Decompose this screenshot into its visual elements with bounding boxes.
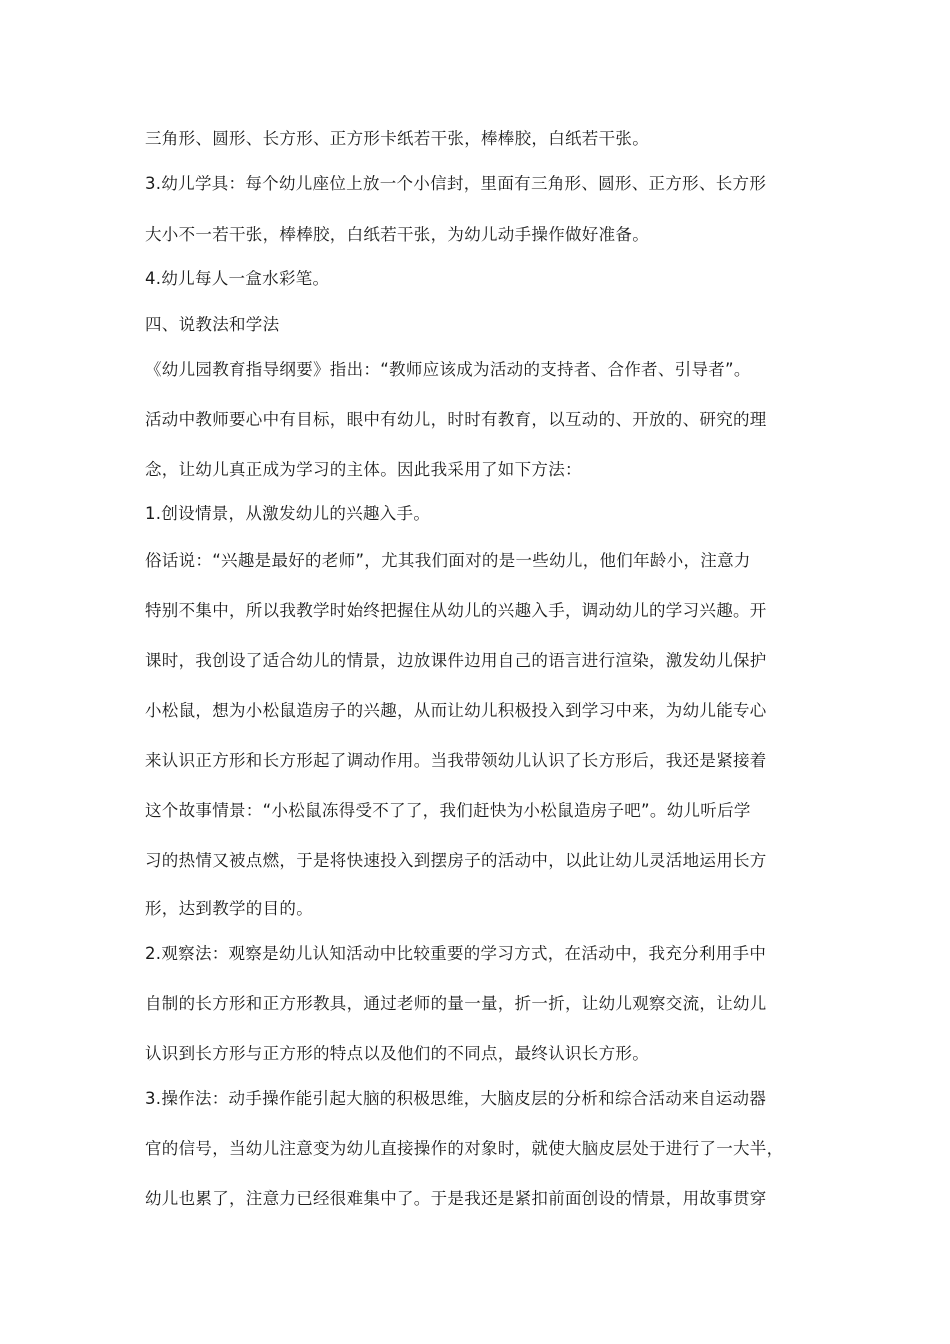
- text-line: 《幼儿园教育指导纲要》指出：“教师应该成为活动的支持者、合作者、引导者”。: [145, 360, 751, 379]
- text-line: 习的热情又被点燃，于是将快速投入到摆房子的活动中，以此让幼儿灵活地运用长方: [145, 851, 767, 870]
- text-line: 俗话说：“兴趣是最好的老师”，尤其我们面对的是一些幼儿，他们年龄小，注意力: [145, 551, 751, 570]
- section-heading: 四、说教法和学法: [145, 315, 280, 334]
- text-line: 念，让幼儿真正成为学习的主体。因此我采用了如下方法：: [145, 460, 582, 479]
- text-line: 大小不一若干张，棒棒胶，白纸若干张，为幼儿动手操作做好准备。: [145, 225, 649, 244]
- text-line: 自制的长方形和正方形教具，通过老师的量一量，折一折，让幼儿观察交流，让幼儿: [145, 994, 767, 1013]
- text-line: 特别不集中，所以我教学时始终把握住从幼儿的兴趣入手，调动幼儿的学习兴趣。开: [145, 601, 767, 620]
- text-line: 课时，我创设了适合幼儿的情景，边放课件边用自己的语言进行渲染，激发幼儿保护: [145, 651, 767, 670]
- text-line: 3.操作法：动手操作能引起大脑的积极思维，大脑皮层的分析和综合活动来自运动器: [145, 1089, 767, 1108]
- text-line: 官的信号，当幼儿注意变为幼儿直接操作的对象时，就使大脑皮层处于进行了一大半，: [145, 1139, 784, 1158]
- text-line: 3.幼儿学具：每个幼儿座位上放一个小信封，里面有三角形、圆形、正方形、长方形: [145, 174, 767, 193]
- text-line: 这个故事情景：“小松鼠冻得受不了了，我们赶快为小松鼠造房子吧”。幼儿听后学: [145, 801, 751, 820]
- text-line: 幼儿也累了，注意力已经很难集中了。于是我还是紧扣前面创设的情景，用故事贯穿: [145, 1189, 767, 1208]
- text-line: 形，达到教学的目的。: [145, 899, 313, 918]
- text-line: 小松鼠，想为小松鼠造房子的兴趣，从而让幼儿积极投入到学习中来，为幼儿能专心: [145, 701, 767, 720]
- text-line: 活动中教师要心中有目标，眼中有幼儿，时时有教育，以互动的、开放的、研究的理: [145, 410, 767, 429]
- text-line: 来认识正方形和长方形起了调动作用。当我带领幼儿认识了长方形后，我还是紧接着: [145, 751, 767, 770]
- text-line: 三角形、圆形、长方形、正方形卡纸若干张，棒棒胶，白纸若干张。: [145, 129, 649, 148]
- text-line: 2.观察法：观察是幼儿认知活动中比较重要的学习方式，在活动中，我充分利用手中: [145, 944, 767, 963]
- text-line: 认识到长方形与正方形的特点以及他们的不同点，最终认识长方形。: [145, 1044, 649, 1063]
- text-line: 1.创设情景，从激发幼儿的兴趣入手。: [145, 504, 431, 523]
- text-line: 4.幼儿每人一盒水彩笔。: [145, 269, 330, 288]
